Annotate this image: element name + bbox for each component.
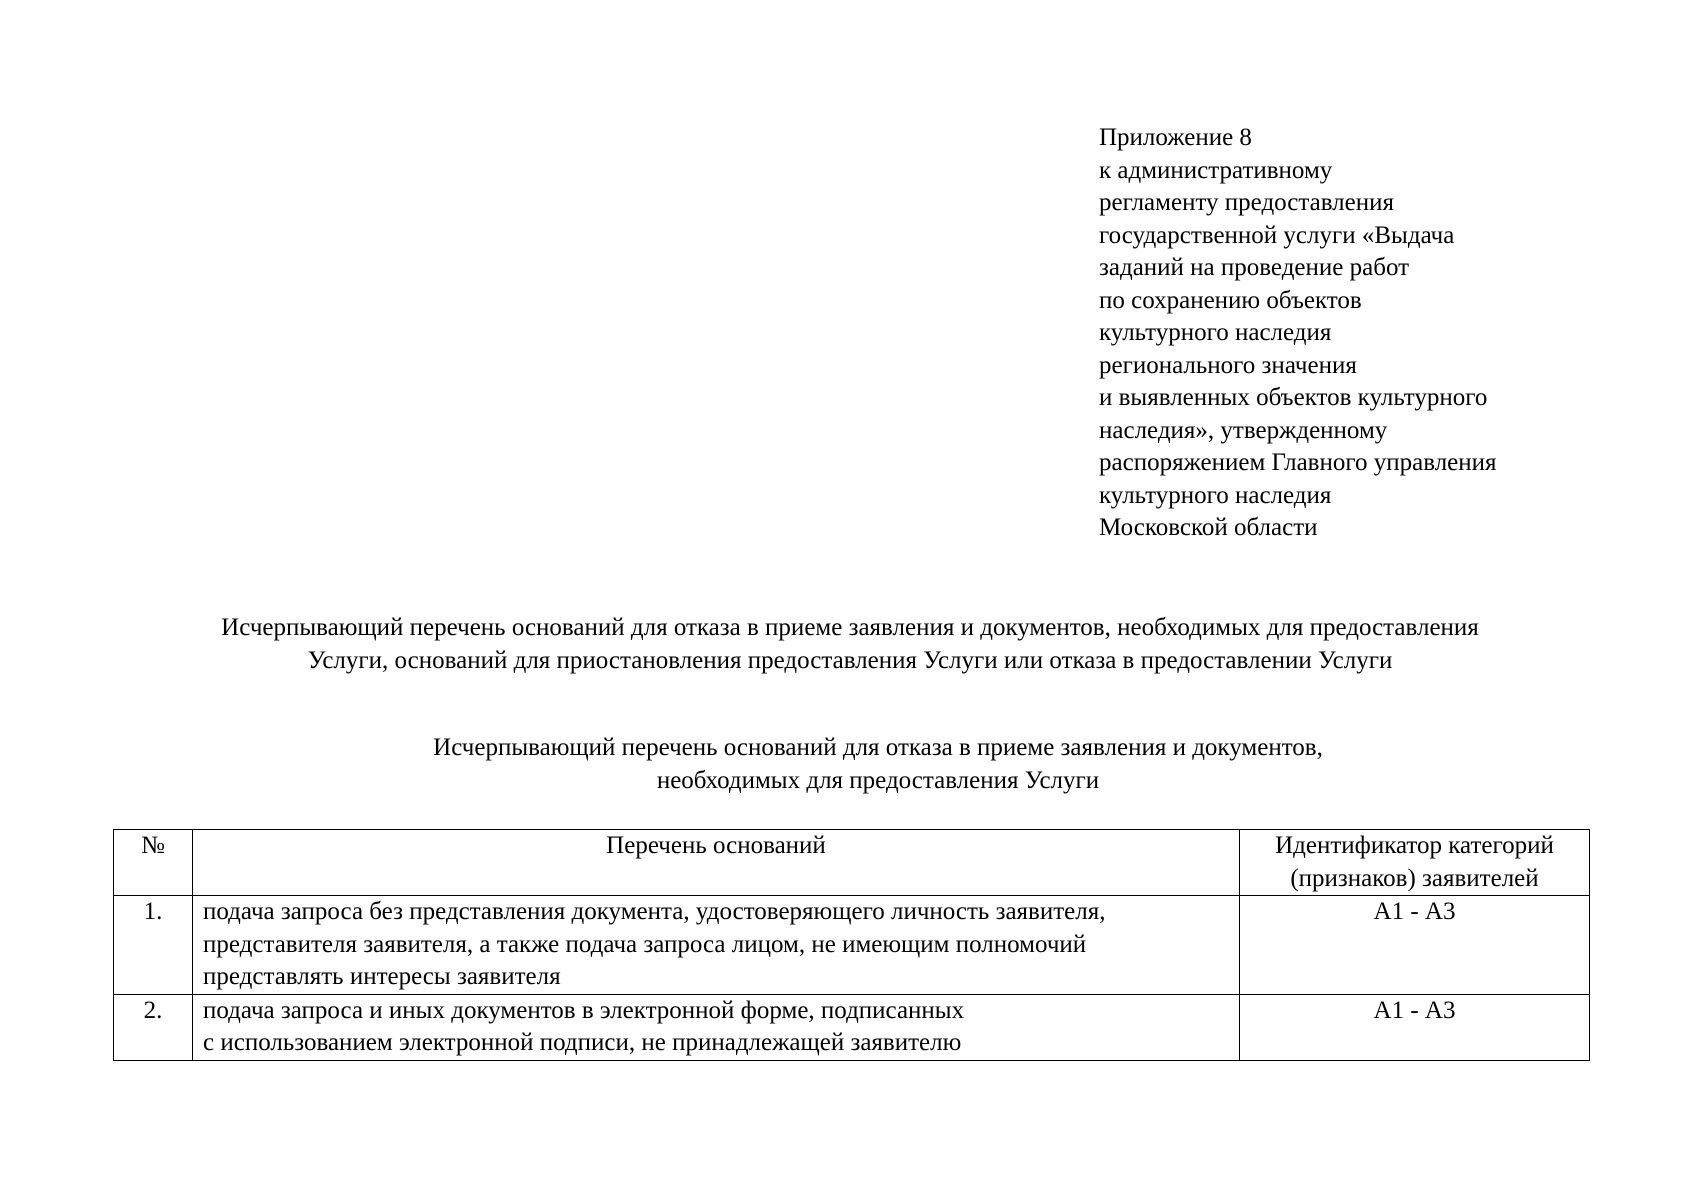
header-number: № — [114, 830, 193, 896]
row-number: 1. — [114, 896, 193, 995]
appendix-line: по сохранению объектов — [1099, 286, 1362, 314]
row-grounds — [193, 994, 1240, 1060]
appendix-line: культурного наследия — [1099, 319, 1332, 346]
header-identifier-line: Идентификатор категорий — [1275, 832, 1554, 859]
appendix-line: регионального значения — [1099, 351, 1357, 379]
appendix-note — [1099, 122, 1659, 545]
appendix-line: Московской области — [1099, 514, 1318, 541]
row-grounds-line: подача запроса и иных документов в электронной форме, подписанных — [203, 996, 965, 1024]
row-identifier: А1 - А3 — [1240, 994, 1590, 1060]
row-number: 2. — [114, 994, 193, 1060]
section-title — [113, 732, 1643, 797]
row-grounds-line: представлять интересы заявителя — [203, 963, 561, 990]
grounds-table — [113, 829, 1590, 1061]
row-identifier: А1 - А3 — [1240, 896, 1590, 995]
table-row — [114, 896, 1590, 995]
document-title-line: Услуги, оснований для приостановления предоставления Услуги или отказа в предоставлении Услуги — [307, 646, 1393, 674]
appendix-line: государственной услуги «Выдача — [1099, 221, 1455, 249]
table-row — [114, 994, 1590, 1060]
appendix-line: распоряжением Главного управления — [1099, 449, 1497, 476]
appendix-line: заданий на проведение работ — [1099, 254, 1410, 281]
row-grounds-line: представителя заявителя, а также подача запроса лицом, не имеющим полномочий — [203, 930, 1087, 958]
document-title-line: Исчерпывающий перечень оснований для отказа в приеме заявления и документов, необходимых для предоставления — [221, 614, 1479, 641]
appendix-line: к административному — [1099, 156, 1333, 184]
appendix-line: регламенту предоставления — [1099, 189, 1395, 216]
section-title-line: Исчерпывающий перечень оснований для отказа в приеме заявления и документов, — [433, 734, 1323, 761]
appendix-line: и выявленных объектов культурного — [1099, 384, 1488, 411]
document-title — [120, 612, 1580, 677]
row-grounds-line: подача запроса без представления документа, удостоверяющего личность заявителя, — [203, 898, 1106, 925]
row-grounds-line: с использованием электронной подписи, не принадлежащей заявителю — [203, 1029, 962, 1056]
header-identifier — [1240, 830, 1590, 896]
section-title-line: необходимых для предоставления Услуги — [656, 766, 1100, 794]
appendix-line: наследия», утвержденному — [1099, 416, 1388, 444]
appendix-line: культурного наследия — [1099, 481, 1332, 509]
appendix-line: Приложение 8 — [1099, 124, 1252, 151]
row-grounds — [193, 896, 1240, 995]
table-header-row — [114, 830, 1590, 896]
header-identifier-line: (признаков) заявителей — [1290, 864, 1539, 892]
header-grounds: Перечень оснований — [193, 830, 1240, 896]
